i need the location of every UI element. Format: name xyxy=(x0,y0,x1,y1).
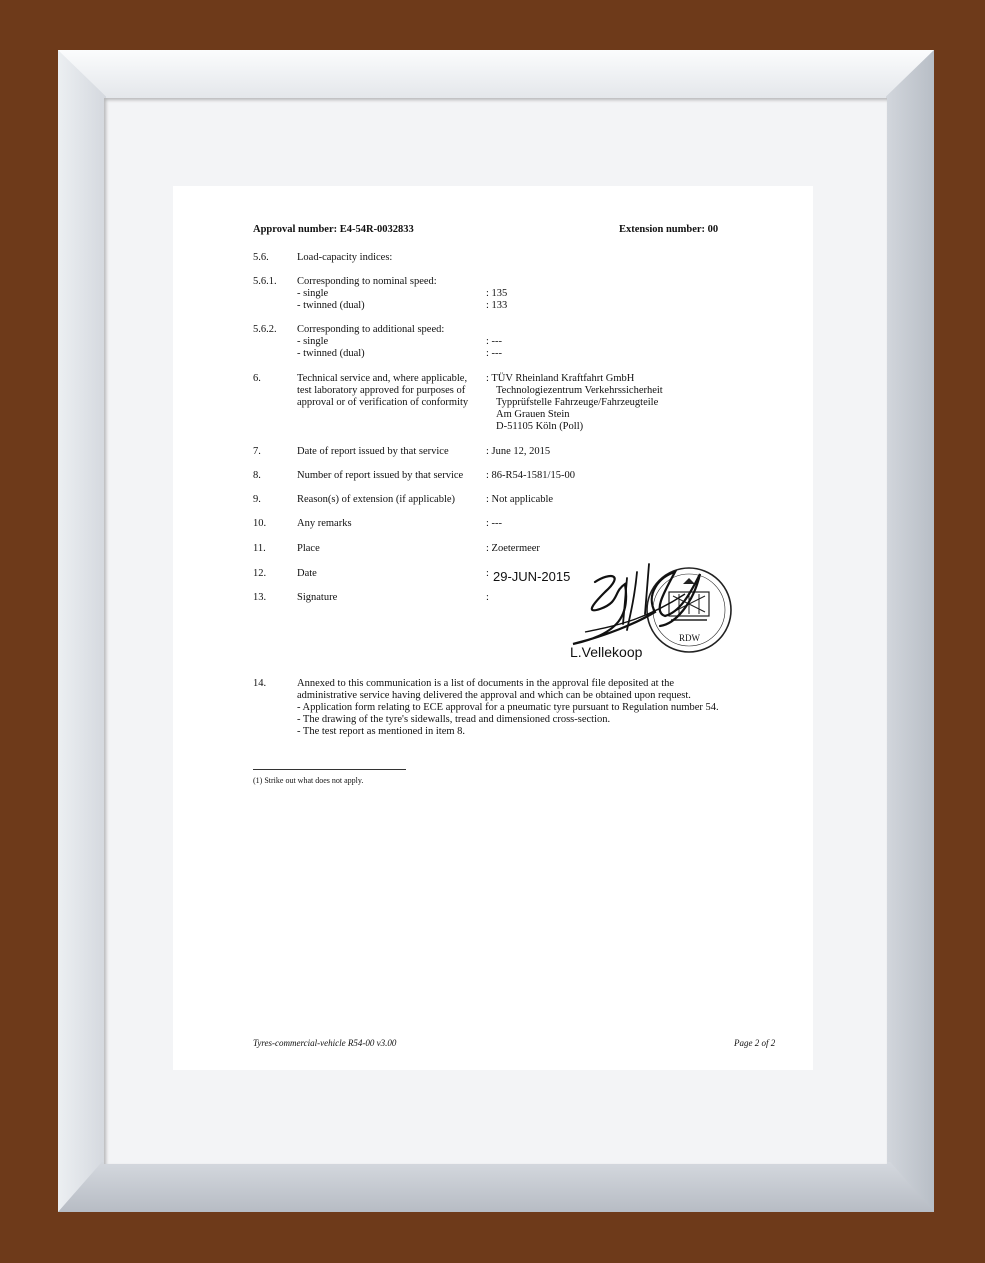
item-value: : --- xyxy=(486,348,503,359)
mat-bevel-right xyxy=(886,50,934,1212)
item-value: Technologiezentrum Verkehrssicherheit xyxy=(496,385,663,396)
seal-text: RDW xyxy=(679,633,700,643)
item-value: Am Grauen Stein xyxy=(496,409,570,420)
item-number: 14. xyxy=(253,678,267,689)
item-value: : 86-R54-1581/15-00 xyxy=(486,470,575,481)
item-label: Any remarks xyxy=(297,518,352,529)
item-number: 5.6.1. xyxy=(253,276,277,287)
item-number: 12. xyxy=(253,568,267,579)
item-value: : --- xyxy=(486,336,503,347)
item-label: Number of report issued by that service xyxy=(297,470,464,481)
item-label: - single xyxy=(297,288,329,299)
item-label: approval or of verification of conformity xyxy=(297,397,469,408)
footnote: (1) Strike out what does not apply. xyxy=(253,776,364,785)
annex-line: administrative service having delivered the approval and which can be obtained upon request. xyxy=(297,690,691,701)
footnote-rule xyxy=(253,769,406,770)
item-label: Load-capacity indices: xyxy=(297,252,393,263)
item-number: 13. xyxy=(253,592,267,603)
item-number: 10. xyxy=(253,518,267,529)
mat-bevel-top xyxy=(58,50,934,100)
item-number: 8. xyxy=(253,470,261,481)
annex-line: Annexed to this communication is a list of documents in the approval file deposited at the xyxy=(297,678,675,689)
item-value: : xyxy=(486,592,489,603)
document-page xyxy=(173,186,813,1070)
item-label: - twinned (dual) xyxy=(297,300,365,311)
item-label: Corresponding to nominal speed: xyxy=(297,276,437,287)
annex-line: - The test report as mentioned in item 8. xyxy=(297,726,466,737)
item-label: - single xyxy=(297,336,329,347)
item-value: : 135 xyxy=(486,288,508,299)
item-value: : xyxy=(486,568,489,579)
item-value: D-51105 Köln (Poll) xyxy=(496,421,584,432)
item-number: 9. xyxy=(253,494,261,505)
item-label: Signature xyxy=(297,592,338,603)
page-number: Page 2 of 2 xyxy=(734,1038,776,1048)
handwritten-signature xyxy=(565,554,715,654)
item-number: 7. xyxy=(253,446,261,457)
approval-number: Approval number: E4-54R-0032833 xyxy=(253,224,414,235)
item-number: 5.6.2. xyxy=(253,324,277,335)
item-label: test laboratory approved for purposes of xyxy=(297,385,466,396)
item-number: 11. xyxy=(253,543,266,554)
mat-bevel-left xyxy=(58,50,106,1212)
item-value: : Not applicable xyxy=(486,494,554,505)
extension-number: Extension number: 00 xyxy=(619,224,719,235)
annex-line: - The drawing of the tyre's sidewalls, tread and dimensioned cross-section. xyxy=(297,714,611,725)
item-label: Corresponding to additional speed: xyxy=(297,324,445,335)
mat-bevel-bottom xyxy=(58,1162,934,1212)
item-value: : Zoetermeer xyxy=(486,543,540,554)
item-number: 5.6. xyxy=(253,252,269,263)
item-label: Place xyxy=(297,543,320,554)
item-label: Date of report issued by that service xyxy=(297,446,449,457)
item-value: : June 12, 2015 xyxy=(486,446,551,457)
footer-left: Tyres-commercial-vehicle R54-00 v3.00 xyxy=(253,1038,397,1048)
date-stamp: 29-JUN-2015 xyxy=(493,569,571,584)
item-value: : --- xyxy=(486,518,503,529)
item-label: Technical service and, where applicable, xyxy=(297,373,468,384)
signer-name: L.Vellekoop xyxy=(570,644,643,660)
item-value: : 133 xyxy=(486,300,508,311)
item-number: 6. xyxy=(253,373,261,384)
item-value: : TÜV Rheinland Kraftfahrt GmbH xyxy=(486,373,635,384)
item-value: Typprüfstelle Fahrzeuge/Fahrzeugteile xyxy=(496,397,659,408)
annex-line: - Application form relating to ECE approval for a pneumatic tyre pursuant to Regulation number 54. xyxy=(297,702,719,713)
item-label: Reason(s) of extension (if applicable) xyxy=(297,494,456,505)
item-label: Date xyxy=(297,568,317,579)
item-label: - twinned (dual) xyxy=(297,348,365,359)
